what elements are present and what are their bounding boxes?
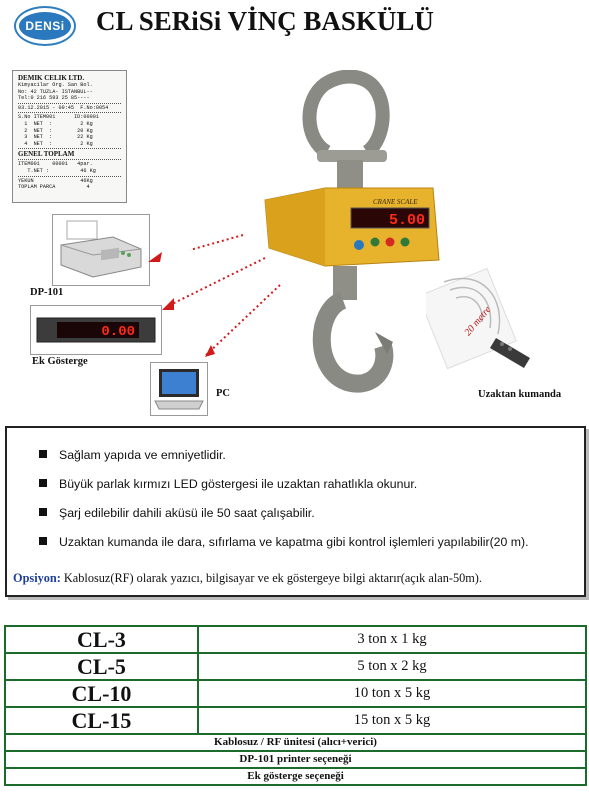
arrowhead-icon — [148, 252, 162, 262]
wireless-arrow-display — [170, 258, 265, 305]
printer-label: DP-101 — [30, 287, 64, 298]
pc-label: PC — [216, 388, 230, 399]
model-capacity: 15 ton x 5 kg — [198, 707, 586, 734]
table-row — [5, 751, 586, 768]
page-title: CL SERiSi VİNÇ BASKÜLÜ — [96, 6, 434, 36]
receipt-line: YEKUN 46Kg — [18, 177, 93, 184]
feature-item — [39, 477, 417, 491]
receipt-line: T.NET : 46 Kg — [18, 167, 96, 174]
option-label: Opsiyon: — [13, 571, 61, 585]
model-capacity: 10 ton x 5 kg — [198, 680, 586, 707]
features-box — [5, 426, 586, 597]
option-row: Kablosuz / RF ünitesi (alıcı+verici) — [5, 734, 586, 751]
model-capacity: 5 ton x 2 kg — [198, 653, 586, 680]
receipt-line: 4 NET : 2 Kg — [18, 140, 93, 147]
model-name: CL-3 — [5, 626, 198, 653]
bullet-icon — [39, 508, 47, 516]
model-name: CL-15 — [5, 707, 198, 734]
receipt-line: 1 NET : 2 Kg — [18, 120, 93, 127]
table-row — [5, 653, 586, 680]
feature-item — [39, 506, 315, 520]
receipt-line: ITEM001 00001 4par. — [18, 161, 93, 168]
crane-scale-image — [255, 70, 445, 410]
scale-display-value: 5.00 — [388, 212, 425, 229]
hook-icon — [322, 300, 385, 384]
feature-text: Uzaktan kumanda ile dara, sıfırlama ve kapatma gibi kontrol işlemleri yapılabilir(20 m). — [59, 535, 529, 549]
feature-item — [39, 535, 529, 549]
option-note — [13, 571, 482, 586]
remote-label: Uzaktan kumanda — [478, 389, 562, 400]
model-spec-table — [4, 625, 587, 786]
table-row — [5, 680, 586, 707]
option-text: Kablosuz(RF) olarak yazıcı, bilgisayar ve ek göstergeye bilgi aktarır(açık alan-50m). — [60, 571, 482, 585]
remote-range-text: 20 metre — [462, 304, 494, 339]
receipt-line: 03.12.2015 - 09:45 F.No:0054 — [18, 104, 109, 111]
receipt-line: S.No ITEM001 ID:00001 — [18, 114, 99, 121]
receipt-line: Tel:0 216 593 25 85---- — [18, 95, 90, 102]
receipt-line: Kimyacilar Org. San Bol. — [18, 82, 93, 88]
scale-brand-text: CRANE SCALE — [373, 198, 418, 206]
shackle-icon — [309, 77, 382, 153]
bullet-icon — [39, 450, 47, 458]
receipt-line: 2 NET : 20 Kg — [18, 127, 93, 134]
bullet-icon — [39, 537, 47, 545]
extra-display-value: 0.00 — [101, 324, 135, 340]
receipt-line: 3 NET : 22 Kg — [18, 134, 93, 141]
table-row — [5, 768, 586, 785]
model-capacity: 3 ton x 1 kg — [198, 626, 586, 653]
remote-control-image — [426, 258, 546, 378]
receipt-line: GENEL TOPLAM — [18, 150, 75, 159]
feature-item — [39, 448, 226, 462]
table-row — [5, 707, 586, 734]
arrowhead-icon — [162, 298, 174, 310]
option-row: DP-101 printer seçeneği — [5, 751, 586, 768]
feature-text: Sağlam yapıda ve emniyetlidir. — [59, 448, 226, 462]
receipt-line: DEMIK CELIK LTD. — [18, 74, 85, 82]
model-name: CL-10 — [5, 680, 198, 707]
table-row — [5, 734, 586, 751]
feature-text: Şarj edilebilir dahili aküsü ile 50 saat çalışabilir. — [59, 506, 315, 520]
receipt-line: No: 42 TUZLA- ISTANBUL-- — [18, 88, 93, 95]
feature-text: Büyük parlak kırmızı LED göstergesi ile uzaktan rahatlıkla okunur. — [59, 477, 418, 491]
table-row — [5, 626, 586, 653]
option-row: Ek gösterge seçeneği — [5, 768, 586, 785]
extra-display-label: Ek Gösterge — [32, 356, 88, 367]
wireless-arrow-printer — [190, 235, 243, 250]
receipt-line: TOPLAM PARCA 4 — [18, 184, 90, 191]
bullet-icon — [39, 479, 47, 487]
logo-text: DENSi — [19, 12, 71, 40]
model-name: CL-5 — [5, 653, 198, 680]
